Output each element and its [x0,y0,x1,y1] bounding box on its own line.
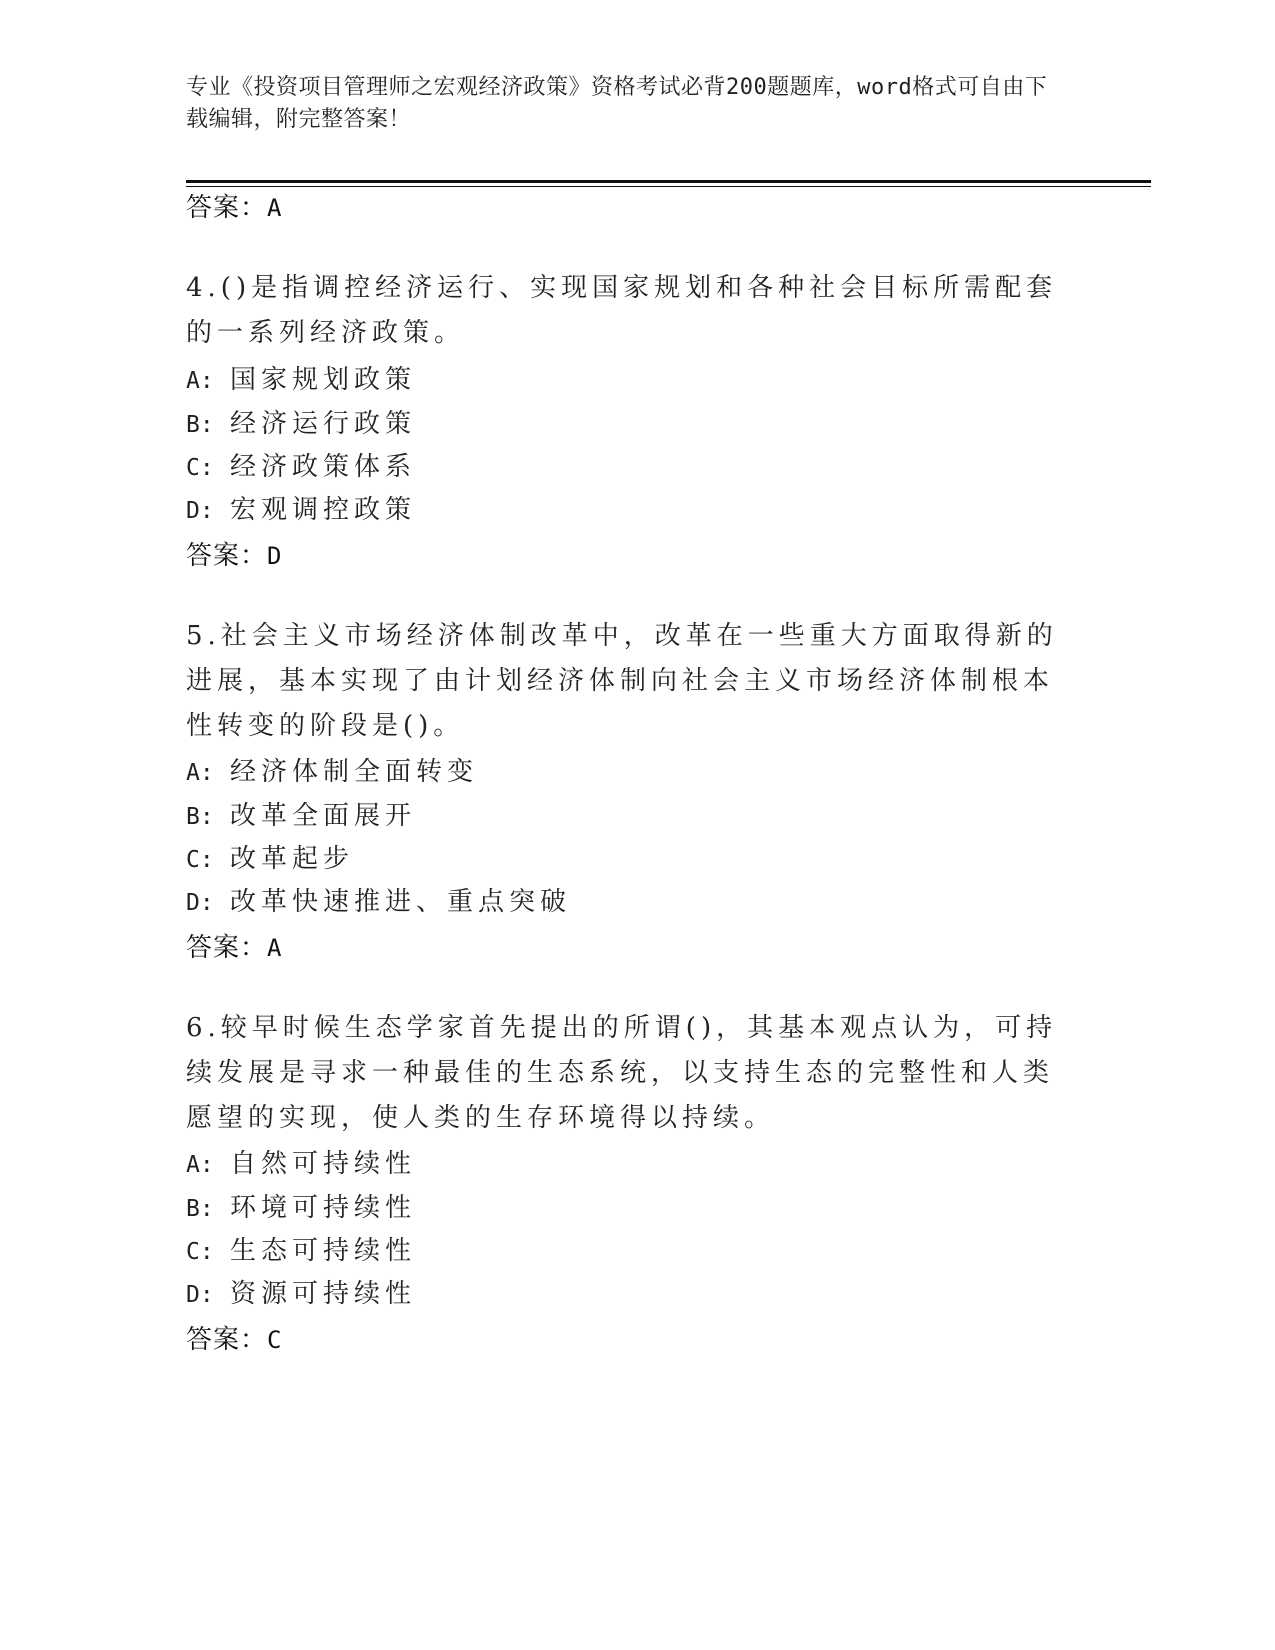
option-b [186,800,416,833]
option-letter: C: [186,455,214,481]
answer-line [186,1324,282,1356]
option-text: 宏观调控政策 [230,495,417,525]
option-c [186,1235,416,1268]
answer-line [186,540,282,572]
option-text: 自然可持续性 [230,1149,417,1179]
option-d [186,1278,416,1311]
option-letter: D: [186,890,214,916]
option-text: 国家规划政策 [230,365,417,395]
option-letter: C: [186,847,214,873]
option-text: 改革起步 [230,844,355,874]
answer-label: 答案： [186,1325,268,1355]
option-b [186,408,416,441]
answer-line [186,192,282,224]
option-letter: B: [186,804,214,830]
answer-label: 答案： [186,933,268,963]
header-divider-thick [186,180,1151,183]
option-d [186,494,416,527]
answer-value: A [267,194,283,222]
option-text: 改革全面展开 [230,801,417,831]
option-b [186,1192,416,1225]
option-letter: C: [186,1239,214,1265]
answer-label: 答案： [186,541,268,571]
option-text: 经济运行政策 [230,409,417,439]
option-letter: A: [186,760,214,786]
option-d [186,886,571,919]
question-text: 4.()是指调控经济运行、实现国家规划和各种社会目标所需配套的一系列经济政策。 [186,273,1058,348]
header-divider-thin [186,186,1151,187]
option-text: 经济政策体系 [230,452,417,482]
question-text: 5.社会主义市场经济体制改革中，改革在一些重大方面取得新的进展，基本实现了由计划经济体制向社会主义市场经济体制根本性转变的阶段是()。 [186,621,1058,741]
answer-label: 答案： [186,193,268,223]
document-header: 专业《投资项目管理师之宏观经济政策》资格考试必背200题题库，word格式可自由下载编辑，附完整答案！ [186,75,1048,132]
option-c [186,451,416,484]
question-text: 6.较早时候生态学家首先提出的所谓()，其基本观点认为，可持续发展是寻求一种最佳的生态系统，以支持生态的完整性和人类愿望的实现，使人类的生存环境得以持续。 [186,1013,1058,1133]
answer-value: C [267,1326,283,1354]
option-text: 改革快速推进、重点突破 [230,887,572,917]
option-text: 经济体制全面转变 [230,757,479,787]
option-a [186,756,478,789]
option-letter: B: [186,1196,214,1222]
option-text: 生态可持续性 [230,1236,417,1266]
option-letter: B: [186,412,214,438]
answer-value: D [267,542,283,570]
answer-line [186,932,282,964]
option-letter: D: [186,1282,214,1308]
option-c [186,843,354,876]
option-a [186,1148,416,1181]
option-letter: D: [186,498,214,524]
option-text: 资源可持续性 [230,1279,417,1309]
option-a [186,364,416,397]
option-letter: A: [186,1152,214,1178]
option-text: 环境可持续性 [230,1193,417,1223]
answer-value: A [267,934,283,962]
option-letter: A: [186,368,214,394]
